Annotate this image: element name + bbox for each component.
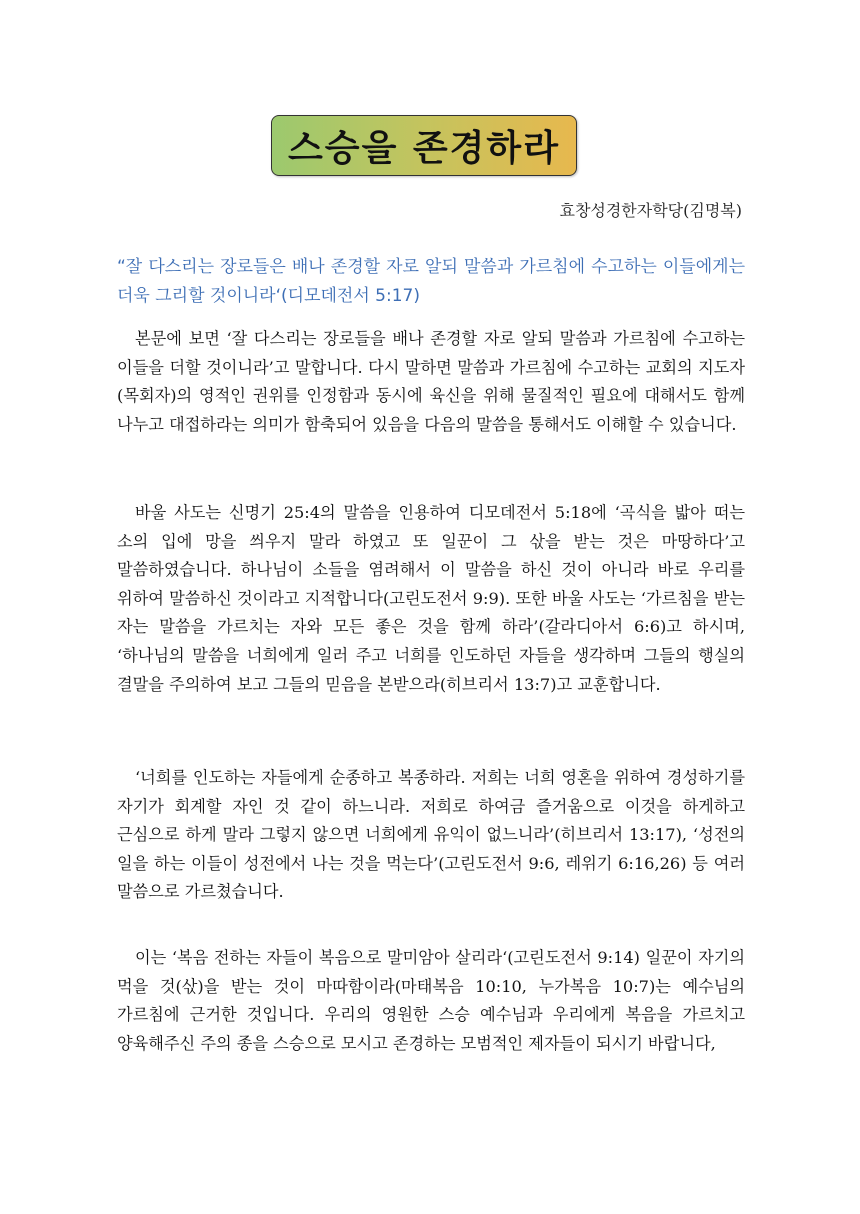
paragraph-2: 바울 사도는 신명기 25:4의 말씀을 인용하여 디모데전서 5:18에 ‘곡식을 밟아 떠는 소의 입에 망을 씌우지 말라 하였고 또 일꾼이 그 삯을 받는 것은 마땅하다’고 말씀하였습니다. 하나님이 소들을 염려해서 이 말씀을 하신 것이 아니라 바로 우리를 위하여 말씀하신 것이라고 지적합니다(고린도전서 9:9). 또한 바울 사도는 ‘가르침을 받는 자는 말씀을 가르치는 자와 모든 좋은 것을 함께 하라’(갈라디아서 6:6)고 하시며, ‘하나님의 말씀을 너희에게 일러 주고 너희를 인도하던 자들을 생각하며 그들의 행실의 결말을 주의하여 보고 그들의 믿음을 본받으라(히브리서 13:7)고 교훈합니다.	[117, 503, 745, 694]
paragraph-4: 이는 ‘복음 전하는 자들이 복음으로 말미암아 살리라‘(고린도전서 9:14) 일꾼이 자기의 먹을 것(삯)을 받는 것이 마따함이라(마태복음 10:10, 누가복음 10:7)는 예수님의 가르침에 근거한 것입니다. 우리의 영원한 스승 예수님과 우리에게 복음을 가르치고 양육해주신 주의 종을 스승으로 모시고 존경하는 모범적인 제자들이 되시기 바랍니다,	[117, 948, 745, 1053]
title-box	[271, 115, 577, 176]
paragraph-1: 본문에 보면 ‘잘 다스리는 장로들을 배나 존경할 자로 알되 말씀과 가르침에 수고하는 이들을 더할 것이니라’고 말합니다. 다시 말하면 말씀과 가르침에 수고하는 교회의 지도자(목회자)의 영적인 권위를 인정함과 동시에 육신을 위해 물질적인 필요에 대해서도 함께 나누고 대접하라는 의미가 함축되어 있음을 다음의 말씀을 통해서도 이해할 수 있습니다.	[117, 329, 746, 434]
scripture-quote: “잘 다스리는 장로들은 배나 존경할 자로 알되 말씀과 가르침에 수고하는 이들에게는 더욱 그리할 것이니라‘(디모데전서 5:17)	[117, 257, 745, 306]
page-title: 스승을 존경하라	[288, 128, 560, 169]
author-line: 효창성경한자학당(김명복)	[559, 201, 742, 220]
paragraph-3: ‘너희를 인도하는 자들에게 순종하고 복종하라. 저희는 너희 영혼을 위하여 경성하기를 자기가 회계할 자인 것 같이 하느니라. 저희로 하여금 즐거움으로 이것을 하게하고 근심으로 하게 말라 그렇지 않으면 너희에게 유익이 없느니라’(히브리서 13:17), ‘성전의 일을 하는 이들이 성전에서 나는 것을 먹는다’(고린도전서 9:6, 레위기 6:16,26) 등 여러 말씀으로 가르쳤습니다.	[117, 768, 745, 902]
